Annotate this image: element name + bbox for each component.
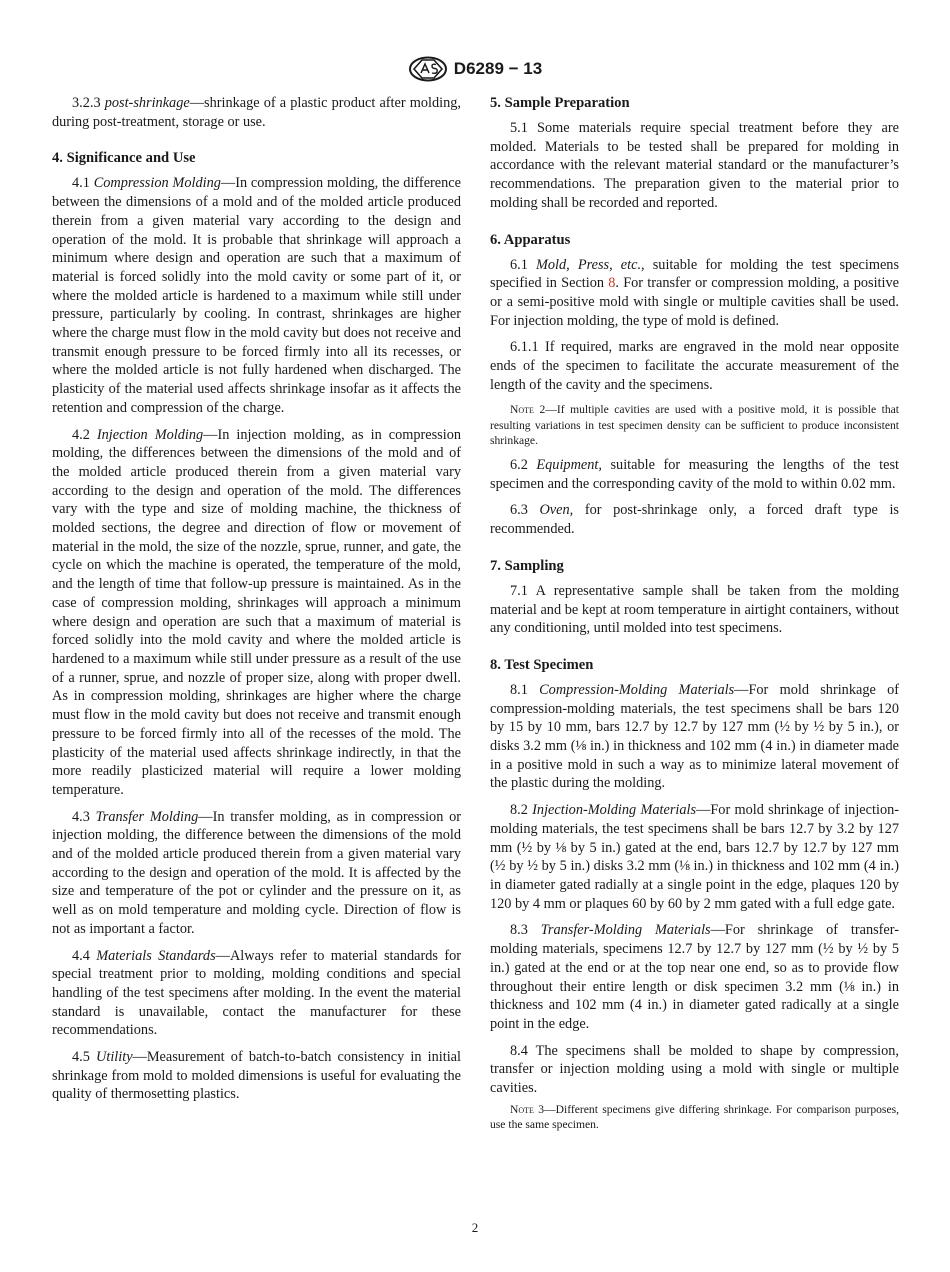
page-header xyxy=(0,56,950,87)
para-4-4: 4.4 Materials Standards—Always refer to material standards for special treatment prior to molding, molding conditions and special handling of the test specimens after molding. In the event the material standard is unavailable, contact the manufacturer for these recommendations. xyxy=(52,947,461,1039)
para-5-1: 5.1 Some materials require special treatment before they are molded. Materials to be tested shall be prepared for molding in accordance with the relevant material standard or the manufacturer’s recommendations. The preparation given to the material prior to molding shall be recorded and reported. xyxy=(490,120,899,211)
para-8-3: 8.3 Transfer-Molding Materials—For shrinkage of transfer-molding materials, specimens 12.7 by 12.7 by 127 mm (½ by ½ by 5 in.) gated at the end or at the top near one end, so as to provide flow throughout their entire length or disk specimen 3.2 mm (⅛ in.) in thickness and 102 mm (4 in.) in diameter gated radically at a single point in the edge. xyxy=(490,922,899,1032)
section-8-link[interactable]: 8 xyxy=(608,275,616,292)
para-8-2: 8.2 Injection-Molding Materials—For mold shrinkage of injection-molding materials, the test specimens shall be bars 12.7 by 3.2 by 127 mm (½ by ⅛ by 5 in.) gated at the end, bars 12.7 by 12.7 by 127 mm (½ by ½ by 5 in.) disks 3.2 mm (⅛ in.) in thickness and 102 mm (4 in.) in diameter gated radially at a single point in the edge, plaques 120 by 120 by 4 mm or plaques 60 by 60 by 2 mm gated with a full edge gate. xyxy=(490,802,899,912)
para-8-4: 8.4 The specimens shall be molded to shape by compression, transfer or injection molding using a mold with single or multiple cavities. xyxy=(490,1042,899,1097)
section-5-title: 5. Sample Preparation xyxy=(490,95,630,111)
para-3-2-3: 3.2.3 post-shrinkage—shrinkage of a plastic product after molding, during post-treatment, storage or use. xyxy=(52,95,461,130)
para-7-1: 7.1 A representative sample shall be taken from the molding material and be kept at room temperature in airtight containers, without any conditioning, until molded into test specimens. xyxy=(490,582,899,637)
para-6-2: 6.2 Equipment, suitable for measuring the lengths of the test specimen and the corresponding cavity of the mold to within 0.02 mm. xyxy=(490,457,899,492)
para-6-3: 6.3 Oven, for post-shrinkage only, a forced draft type is recommended. xyxy=(490,502,899,538)
para-6-1: 6.1 Mold, Press, etc., suitable for molding the test specimens specified in Section 8. For transfer or compression molding, a positive or a semi-positive mold with single or multiple cavities shall be used. For injection molding, the type of mold is defined. xyxy=(490,256,900,329)
para-4-1: 4.1 Compression Molding—In compression molding, the difference between the dimensions of a mold and of the molded article produced therein from a given material vary according to the design and operation of the mold. It is probable that shrinkage will approach a minimum where design and operation are such that a maximum of material is forced solidly into the mold cavity or some part of it, or where the molded article is hardened to a maximum while still under pressure, particularly by cooling. In contrast, shrinkages are higher where the charge must flow in the mold cavity but does not receive and transmit enough pressure to be forced firmly into all its recesses, or where the molded article is not fully hardened when discharged. The plasticity of the material used affects shrinkage insofar as it affects the retention and compression of the charge. xyxy=(52,175,461,416)
page-number: 2 xyxy=(471,1220,479,1235)
document-code: D6289 − 13 xyxy=(453,59,543,78)
para-6-1-1: 6.1.1 If required, marks are engraved in the mold near opposite ends of the specimen to facilitate the accurate measurement of the length of the cavity and the specimens. xyxy=(490,339,899,393)
section-7-title: 7. Sampling xyxy=(490,557,564,574)
right-column xyxy=(490,94,899,1132)
para-4-5: 4.5 Utility—Measurement of batch-to-batch consistency in initial shrinkage from mold to molded dimensions is useful for evaluating the quality of thermosetting plastics. xyxy=(52,1049,461,1103)
astm-logo-icon xyxy=(408,56,448,82)
section-6-title: 6. Apparatus xyxy=(490,231,571,248)
section-4-title: 4. Significance and Use xyxy=(52,150,196,167)
para-4-3: 4.3 Transfer Molding—In transfer molding, as in compression or injection molding, the difference between the dimensions of the mold and of the molded article produced therein from a given material vary according to the design and operation of the mold. It is affected by the size and temperature of the pot or cylinder and the pressure on it, as well as on mold temperature and molding cycle. Direction of flow is not as important a factor. xyxy=(52,808,461,937)
note-2: Note 2—If multiple cavities are used with a positive mold, it is possible that resulting variations in test specimen density can be sufficient to produce inconsistent shrinkage. xyxy=(490,403,899,447)
para-8-1: 8.1 Compression-Molding Materials—For mold shrinkage of compression-molding materials, the test specimens shall be bars 120 by 15 by 10 mm, bars 12.7 by 12.7 by 127 mm (½ by ½ by 5 in.), or disks 3.2 mm (⅛ in.) in thickness and 102 mm (4 in.) in diameter made in a positive mold in such a way as to minimize lateral movement of the plastic during the molding. xyxy=(490,681,899,792)
left-column xyxy=(52,94,461,1104)
section-8-title: 8. Test Specimen xyxy=(490,656,594,673)
note-3: Note 3—Different specimens give differing shrinkage. For comparison purposes, use the same specimen. xyxy=(490,1102,899,1131)
para-4-2: 4.2 Injection Molding—In injection molding, as in compression molding, the differences between the dimensions of the mold and of the molded article produced therein from a given material vary according to the design and operation of the mold. The differences vary with the type and size of molding machine, the thickness of molded sections, the degree and direction of flow or movement of material in the mold, the size of the nozzle, sprue, runner, and gate, the cycle on which the machine is operated, the temperature of the mold, and the length of time that follow-up pressure is maintained. As in the case of compression molding, shrinkages will approach a minimum where design and operation are such that a maximum of material is forced solidly into the mold cavity and where the molded article is hardened to a maximum while still under pressure as a result of the use of a runner, sprue, and nozzle of proper size, along with proper dwell. As in compression molding, shrinkages are higher where the charge must flow in the mold cavity but does not receive and transmit enough pressure to be forced firmly into all of the recesses of the mold. The plasticity of the material used affects shrinkage indirectly, in that the more readily plasticized material will require a lower molding temperature. xyxy=(52,426,461,798)
